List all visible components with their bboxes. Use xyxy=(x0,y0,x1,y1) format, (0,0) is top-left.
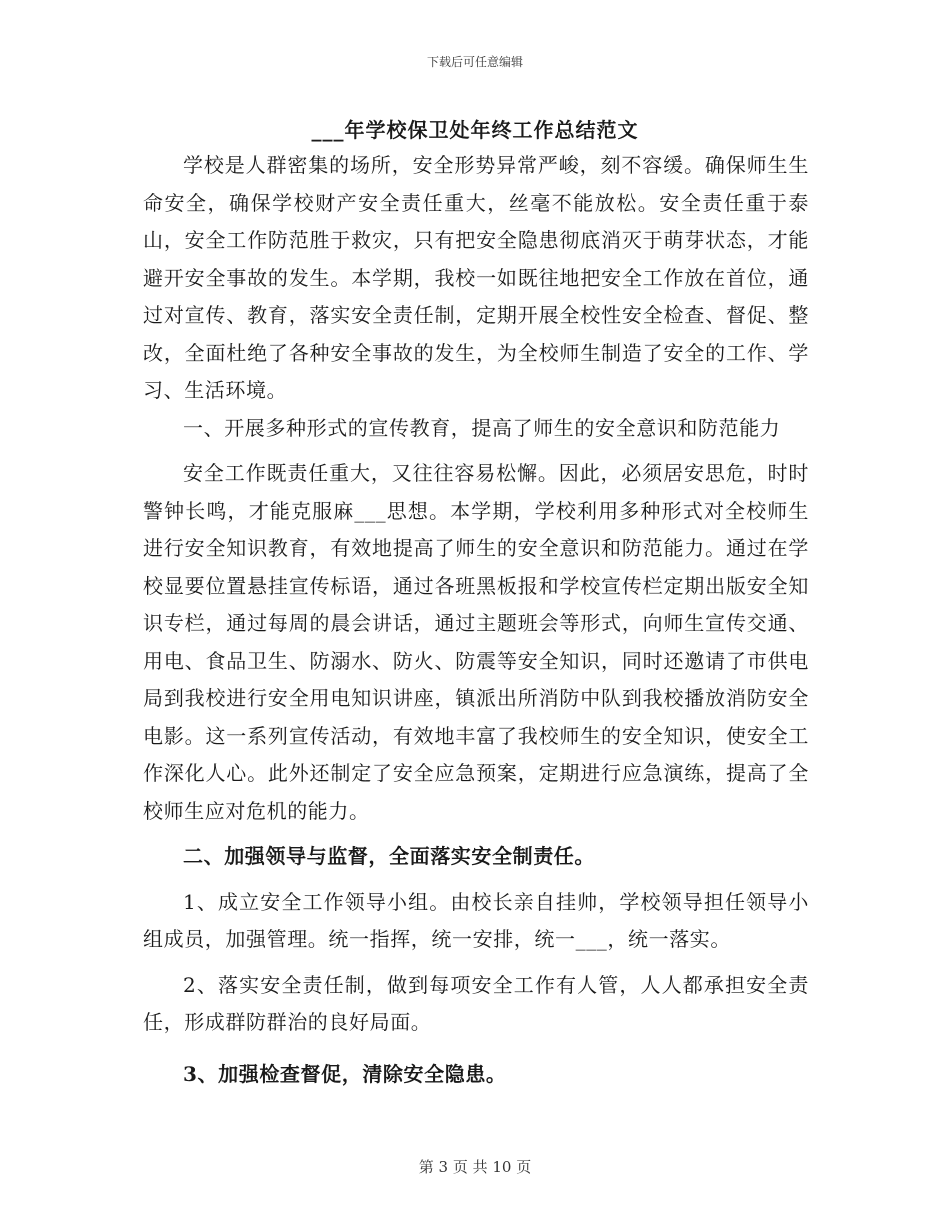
item-3-heading: 3、加强检查督促，清除安全隐患。 xyxy=(183,1061,507,1086)
document-title: ___年学校保卫处年终工作总结范文 xyxy=(311,118,639,142)
section-1-paragraph: 安全工作既责任重大，又往往容易松懈。因此，必须居安思危，时时警钟长鸣，才能克服麻___思想。本学期，学校利用多种形式对全校师生进行安全知识教育，有效地提高了师生的安全意识和防范能力。通过在学校显要位置悬挂宣传标语，通过各班黑板报和学校宣传栏定期出版安全知识专栏，通过每周的晨会讲话，通过主题班会等形式，向师生宣传交通、用电、食品卫生、防溺水、防火、防震等安全知识，同时还邀请了市供电局到我校进行安全用电知识讲座，镇派出所消防中队到我校播放消防安全电影。这一系列宣传活动，有效地丰富了我校师生的安全知识，使安全工作深化人心。此外还制定了安全应急预案，定期进行应急演练，提高了全校师生应对危机的能力。 xyxy=(143,461,809,823)
document-body xyxy=(143,147,809,1093)
header-note: 下载后可任意编辑 xyxy=(426,55,523,69)
item-1-paragraph: 1、成立安全工作领导小组。由校长亲自挂帅，学校领导担任领导小组成员，加强管理。统一指挥，统一安排，统一___，统一落实。 xyxy=(143,889,809,951)
item-2-paragraph: 2、落实安全责任制，做到每项安全工作有人管，人人都承担安全责任，形成群防群治的良好局面。 xyxy=(143,972,809,1034)
intro-paragraph: 学校是人群密集的场所，安全形势异常严峻，刻不容缓。确保师生生命安全，确保学校财产安全责任重大，丝毫不能放松。安全责任重于泰山，安全工作防范胜于救灾，只有把安全隐患彻底消灭于萌芽状态，才能避开安全事故的发生。本学期，我校一如既往地把安全工作放在首位，通过对宣传、教育，落实安全责任制，定期开展全校性安全检查、督促、整改，全面杜绝了各种安全事故的发生，为全校师生制造了安全的工作、学习、生活环境。 xyxy=(143,153,809,402)
section-heading-1: 一、开展多种形式的宣传教育，提高了师生的安全意识和防范能力 xyxy=(183,415,781,440)
page-number: 第 3 页 共 10 页 xyxy=(418,1158,532,1176)
section-heading-2: 二、加强领导与监督，全面落实安全制责任。 xyxy=(183,844,595,868)
